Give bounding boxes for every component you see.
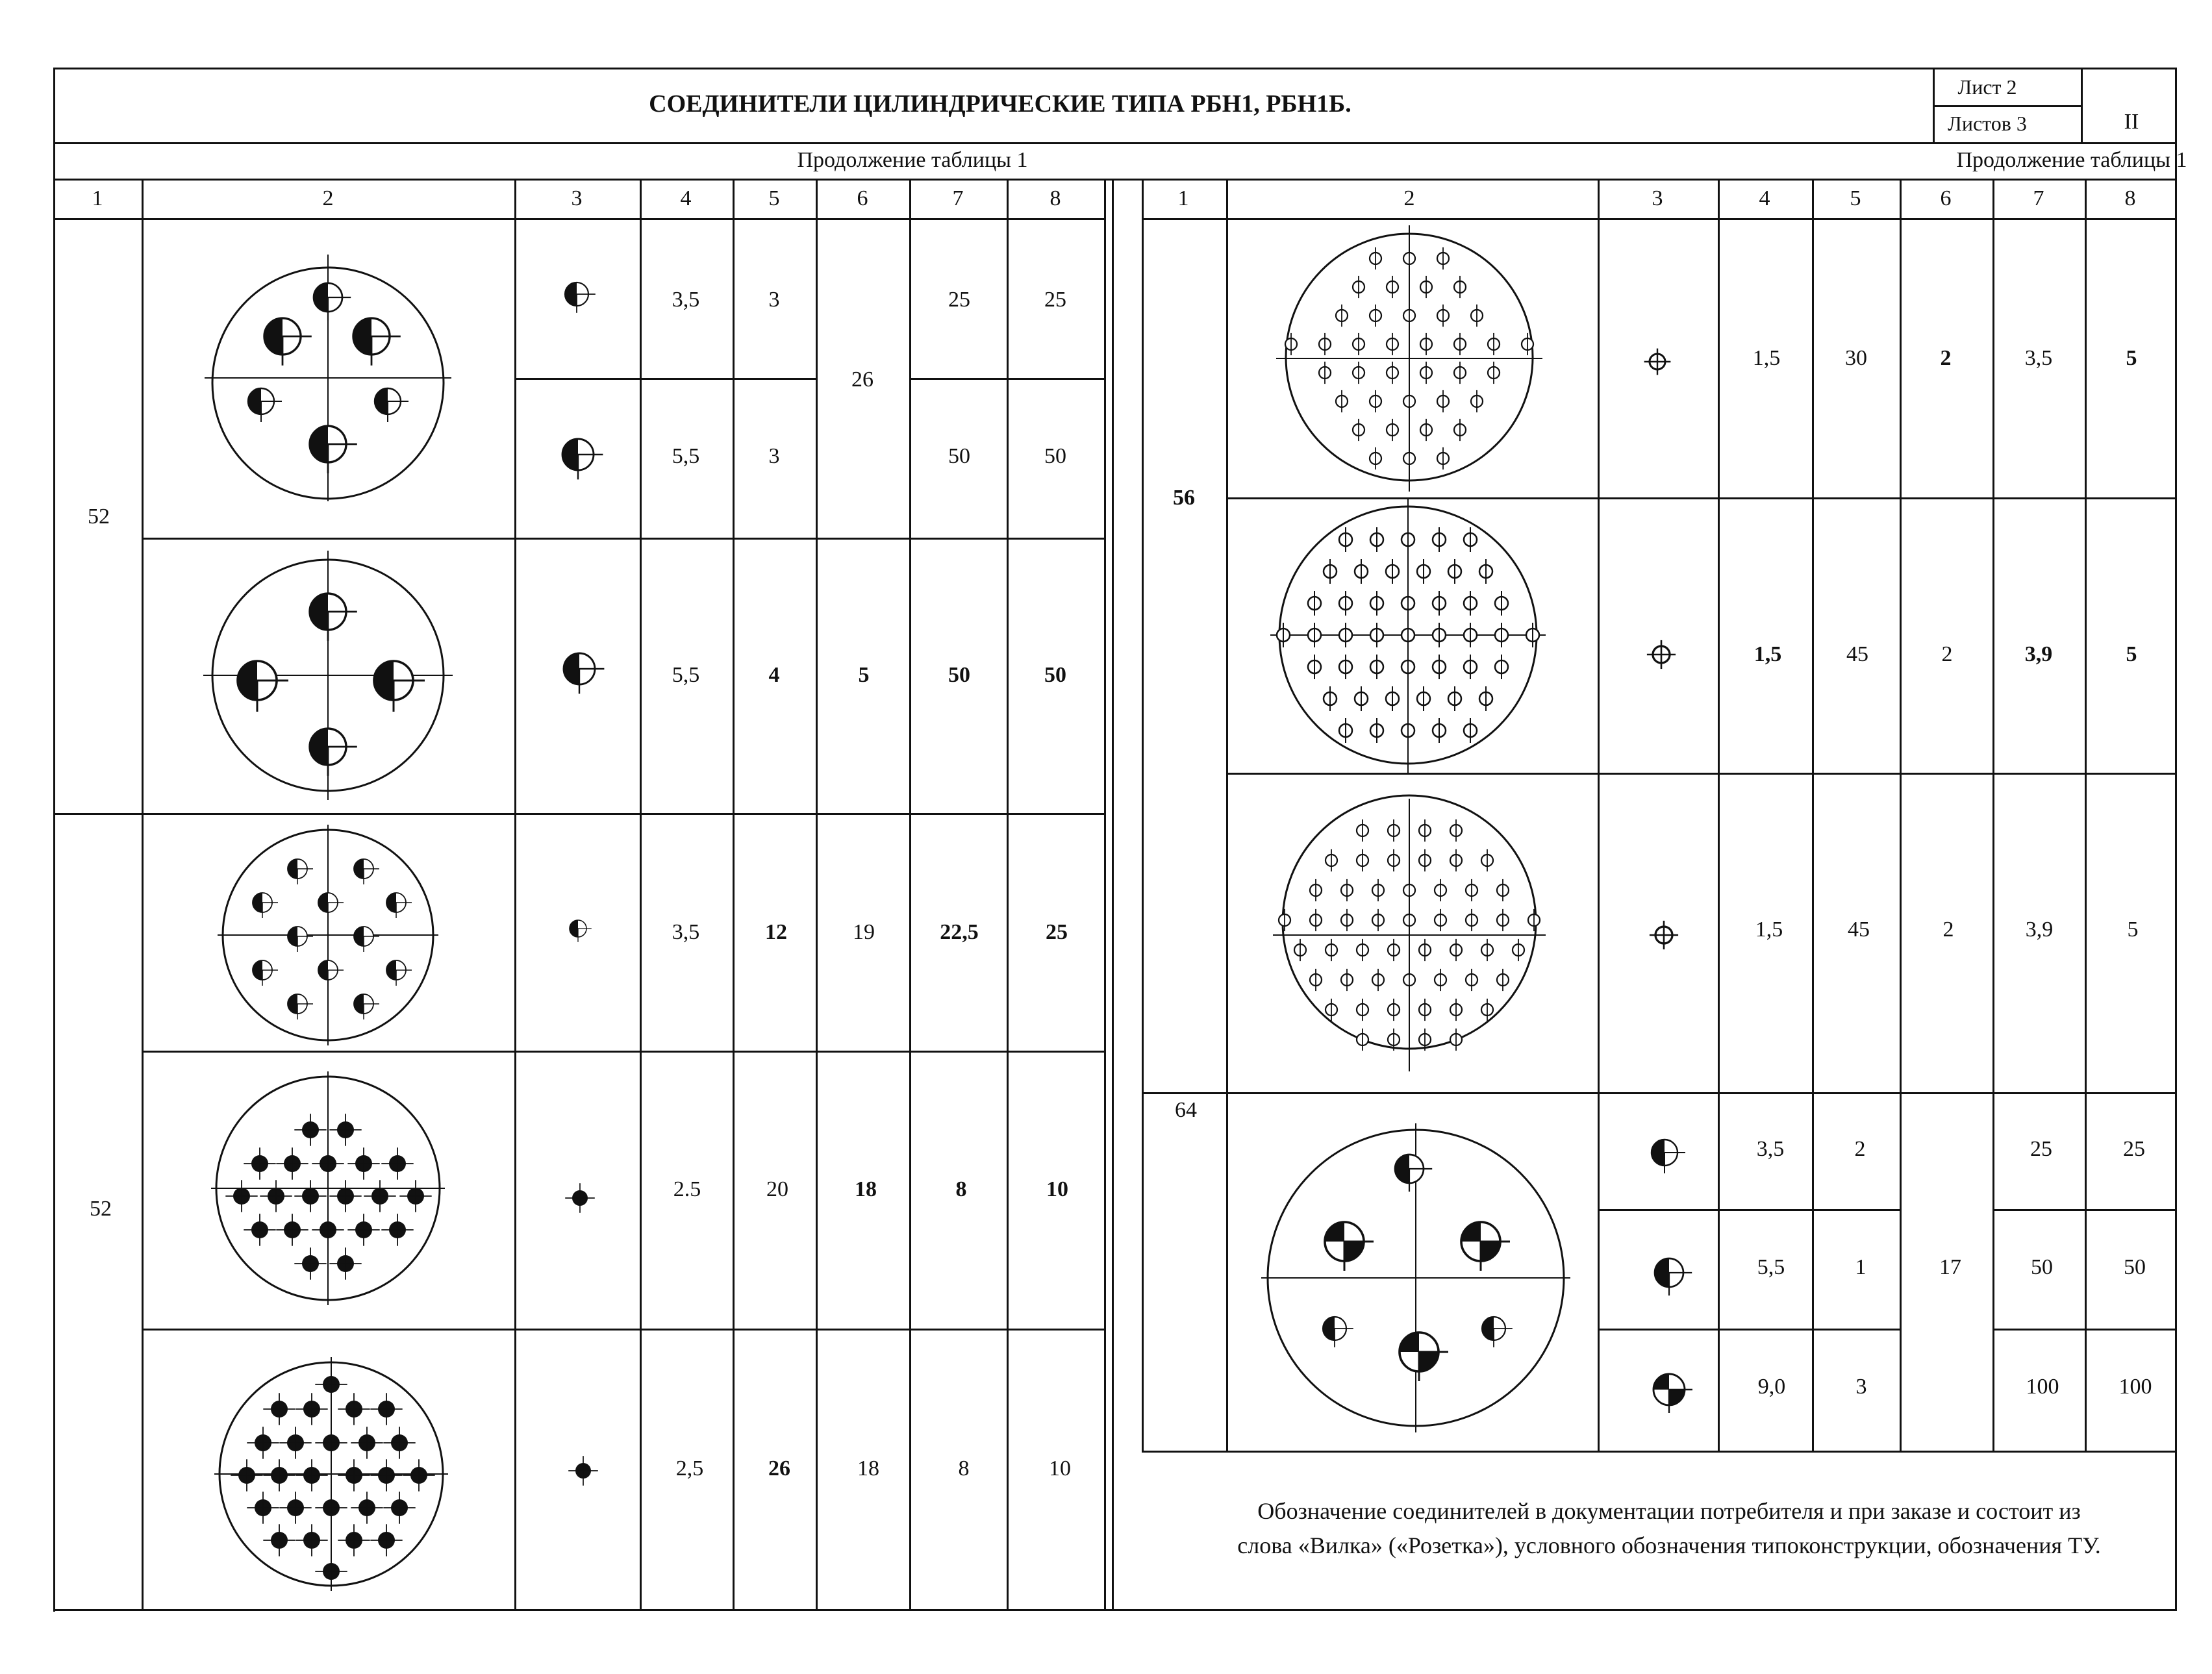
cell: 4: [768, 663, 780, 687]
contact-symbol: [1464, 655, 1477, 679]
contact-symbol: [1450, 939, 1462, 961]
contact-symbol: [1435, 879, 1446, 901]
contact-symbol: [1433, 623, 1446, 647]
cell: 19: [853, 920, 875, 944]
cell: 18: [855, 1177, 877, 1201]
cell: 26: [768, 1456, 790, 1480]
contact-symbol: [295, 1524, 327, 1556]
contact-symbol: [1644, 349, 1671, 375]
contact-symbol: [1437, 390, 1449, 412]
cell: 2: [1942, 918, 1954, 942]
contact-symbol: [1466, 909, 1477, 931]
contact-symbol: [279, 1492, 311, 1523]
contact-symbol: [1387, 276, 1398, 298]
cell: 22,5: [940, 920, 979, 944]
contact-symbol: [1403, 879, 1415, 901]
contact-symbol: [1419, 999, 1431, 1021]
contact-symbol: [312, 1214, 344, 1245]
cell: 20: [766, 1177, 788, 1201]
sheet-label: Лист 2: [1957, 75, 2017, 99]
contact-symbol: [1464, 527, 1477, 552]
contact-symbol: [1420, 276, 1432, 298]
contact-symbol: [1420, 333, 1432, 355]
contact-symbol: [1437, 447, 1449, 469]
group-label: 64: [1175, 1098, 1197, 1122]
contact-symbol: [1310, 909, 1322, 931]
contact-symbol: [1464, 591, 1477, 616]
contact-symbol: [1388, 819, 1400, 842]
contact-symbol: [399, 1180, 431, 1212]
contact-symbol: [1454, 362, 1466, 384]
contact-symbol: [1403, 447, 1415, 469]
contact-symbol: [1323, 1317, 1353, 1347]
contact-symbol: [565, 1183, 595, 1213]
contact-symbol: [1497, 879, 1509, 901]
contact-symbol: [1497, 969, 1509, 991]
contact-symbol: [381, 1147, 413, 1179]
contact-symbol: [1339, 527, 1352, 552]
contact-symbol: [1388, 849, 1400, 871]
cell: 1,5: [1753, 642, 1782, 666]
contact-symbol: [315, 1492, 347, 1523]
contact-symbol: [279, 1427, 311, 1458]
contact-symbol: [315, 1368, 347, 1400]
contact-symbol: [1308, 591, 1321, 616]
col-header: 1: [92, 186, 103, 210]
sheet-code: II: [2124, 110, 2139, 134]
cell: 3,9: [2025, 918, 2054, 942]
contact-symbol: [1387, 333, 1398, 355]
contact-symbol: [1355, 559, 1368, 584]
contact-symbol: [294, 1247, 326, 1279]
contact-symbol: [1370, 591, 1383, 616]
contact-symbol: [247, 1427, 279, 1458]
cell: 2: [1941, 642, 1953, 666]
contact-symbol: [1450, 1029, 1462, 1051]
col-header: 4: [1759, 186, 1770, 210]
contact-symbol: [1388, 999, 1400, 1021]
group-label: 52: [88, 505, 110, 529]
contact-symbol: [381, 1214, 413, 1245]
contact-symbol: [1387, 362, 1398, 384]
cell: 5: [858, 663, 870, 687]
contact-symbol: [294, 1114, 326, 1145]
contact-symbol: [383, 1492, 415, 1523]
contact-symbol: [1471, 390, 1483, 412]
col-header: 5: [768, 186, 780, 210]
contact-symbol: [1339, 623, 1352, 647]
cell: 9,0: [1757, 1375, 1786, 1399]
contact-symbol: [1650, 921, 1678, 949]
contact-symbol: [310, 426, 357, 473]
contact-symbol: [1372, 969, 1384, 991]
cell: 5,5: [672, 444, 700, 468]
contact-symbol: [1353, 362, 1364, 384]
contact-symbol: [253, 960, 278, 986]
contact-symbol: [1310, 969, 1322, 991]
contact-symbol: [315, 1555, 347, 1587]
contact-symbol: [248, 388, 282, 422]
contact-symbol: [1372, 879, 1384, 901]
contact-symbol: [1403, 305, 1415, 327]
contact-symbol: [1386, 559, 1399, 584]
contact-symbol: [264, 318, 312, 366]
contact-symbol: [288, 859, 313, 884]
contact-symbol: [1420, 419, 1432, 441]
contact-symbol: [1387, 419, 1398, 441]
contact-symbol: [1357, 1029, 1368, 1051]
contact-symbol: [1488, 362, 1500, 384]
cell: 25: [948, 288, 970, 312]
cell: 50: [2124, 1255, 2146, 1279]
contact-symbol: [1419, 939, 1431, 961]
cell: 50: [2031, 1255, 2053, 1279]
contact-symbol: [1655, 1258, 1692, 1295]
contact-symbol: [347, 1147, 379, 1179]
cell: 26: [851, 368, 873, 392]
contact-symbol: [1495, 655, 1508, 679]
contact-symbol: [1479, 559, 1492, 584]
cell: 3,5: [2024, 346, 2053, 370]
contact-symbol: [1466, 969, 1477, 991]
contact-symbol: [263, 1393, 295, 1425]
contact-symbol: [1370, 718, 1383, 743]
contact-symbol: [1450, 999, 1462, 1021]
cell: 2,5: [675, 1456, 704, 1480]
contact-symbol: [1437, 247, 1449, 269]
cell: 1,5: [1752, 346, 1781, 370]
contact-symbol: [1370, 655, 1383, 679]
contact-symbol: [1437, 305, 1449, 327]
contact-symbol: [1401, 527, 1414, 552]
contact-symbol: [1450, 849, 1462, 871]
cell: 100: [2026, 1375, 2059, 1399]
contact-symbol: [1339, 591, 1352, 616]
continuation-right: Продолжение таблицы 1: [1956, 148, 2187, 172]
contact-symbol: [1528, 909, 1540, 931]
contact-symbol: [1653, 1374, 1692, 1413]
contact-symbol: [351, 1492, 383, 1523]
contact-symbol: [312, 1147, 344, 1179]
contact-symbol: [1353, 276, 1364, 298]
contact-symbol: [568, 1456, 598, 1486]
contact-symbol: [1435, 909, 1446, 931]
contact-symbol: [565, 282, 596, 313]
contact-symbol: [1420, 362, 1432, 384]
contact-symbol: [562, 439, 603, 479]
contact-symbol: [1433, 527, 1446, 552]
cell: 3,5: [672, 288, 700, 312]
contact-symbol: [263, 1524, 295, 1556]
contact-symbol: [338, 1524, 370, 1556]
contact-symbol: [1357, 939, 1368, 961]
contact-symbol: [1325, 1222, 1374, 1271]
contact-symbol: [231, 1459, 262, 1491]
contact-symbol: [253, 893, 278, 918]
cell: 2: [1854, 1137, 1866, 1161]
contact-symbol: [1339, 655, 1352, 679]
cell: 100: [2118, 1375, 2152, 1399]
contact-symbol: [1401, 718, 1414, 743]
contact-symbol: [1435, 969, 1446, 991]
cell: 3: [1855, 1375, 1867, 1399]
contact-symbol: [1482, 1317, 1513, 1347]
cell: 5,5: [1757, 1255, 1785, 1279]
contact-symbol: [1419, 819, 1431, 842]
contact-symbol: [1464, 623, 1477, 647]
contact-symbol: [1403, 247, 1415, 269]
contact-symbol: [1294, 939, 1306, 961]
contact-symbol: [244, 1214, 275, 1245]
contact-symbol: [1495, 591, 1508, 616]
cell: 2: [1940, 346, 1952, 370]
contact-symbol: [1433, 718, 1446, 743]
contact-symbol: [318, 960, 344, 986]
contact-symbol: [354, 859, 379, 884]
contact-symbol: [403, 1459, 434, 1491]
cell: 12: [765, 920, 787, 944]
contact-symbol: [1357, 849, 1368, 871]
cell: 10: [1049, 1456, 1071, 1480]
contact-symbol: [1319, 333, 1331, 355]
cell: 25: [2030, 1137, 2052, 1161]
contact-symbol: [1488, 333, 1500, 355]
contact-symbol: [353, 318, 401, 366]
contact-symbol: [1433, 655, 1446, 679]
cell: 25: [2123, 1137, 2145, 1161]
contact-symbol: [1403, 909, 1415, 931]
contact-symbol: [276, 1214, 308, 1245]
cell: 3: [768, 288, 780, 312]
cell: 3,5: [1756, 1137, 1785, 1161]
contact-symbol: [1495, 623, 1508, 647]
col-header: 4: [680, 186, 692, 210]
contact-symbol: [1401, 623, 1414, 647]
cell: 50: [1044, 663, 1066, 687]
contact-symbol: [383, 1427, 415, 1458]
group-label: 56: [1173, 486, 1195, 510]
contact-symbol: [1326, 849, 1337, 871]
contact-symbol: [1513, 939, 1524, 961]
contact-symbol: [314, 283, 351, 320]
cell: 50: [948, 663, 970, 687]
contact-symbol: [1341, 879, 1353, 901]
contact-symbol: [260, 1180, 292, 1212]
sheets-label: Листов 3: [1948, 112, 2027, 135]
contact-symbol: [1471, 305, 1483, 327]
contact-symbol: [1357, 819, 1368, 842]
contact-symbol: [329, 1114, 361, 1145]
contact-symbol: [1448, 559, 1461, 584]
col-header: 3: [571, 186, 583, 210]
contact-symbol: [564, 653, 604, 693]
cell: 3: [768, 444, 780, 468]
col-header: 8: [2124, 186, 2136, 210]
contact-symbol: [364, 1180, 396, 1212]
contact-symbol: [1310, 879, 1322, 901]
contact-symbol: [1417, 686, 1430, 711]
cell: 3,5: [672, 920, 700, 944]
cell: 18: [857, 1456, 879, 1480]
contact-symbol: [318, 893, 344, 918]
contact-symbol: [1466, 879, 1477, 901]
contact-symbol: [1336, 390, 1348, 412]
contact-symbol: [1353, 333, 1364, 355]
contact-symbol: [370, 1393, 402, 1425]
contact-symbol: [1401, 655, 1414, 679]
contact-symbol: [1433, 591, 1446, 616]
contact-symbol: [1370, 390, 1381, 412]
contact-symbol: [1403, 969, 1415, 991]
contact-symbol: [1419, 849, 1431, 871]
contact-symbol: [351, 1427, 383, 1458]
contact-symbol: [238, 661, 288, 712]
contact-symbol: [1417, 559, 1430, 584]
cell: 50: [1044, 444, 1066, 468]
continuation-left: Продолжение таблицы 1: [797, 148, 1028, 172]
cell: 25: [1044, 288, 1066, 312]
contact-symbol: [338, 1459, 370, 1491]
contact-symbol: [1336, 305, 1348, 327]
cell: 1,5: [1755, 918, 1783, 942]
col-header: 6: [1940, 186, 1952, 210]
contact-symbol: [1464, 718, 1477, 743]
col-header: 2: [1403, 186, 1415, 210]
contact-symbol: [1450, 819, 1462, 842]
contact-symbol: [1308, 655, 1321, 679]
contact-symbol: [1341, 969, 1353, 991]
footnote-line: слова «Вилка» («Розетка»), условного обозначения типоконструкции, обозначения ТУ.: [1237, 1532, 2101, 1558]
contact-symbol: [315, 1427, 347, 1458]
contact-symbol: [386, 960, 412, 986]
contact-symbol: [1324, 686, 1337, 711]
cell: 5,5: [672, 663, 700, 687]
contact-symbol: [1395, 1155, 1432, 1192]
col-header: 1: [1177, 186, 1189, 210]
contact-symbol: [370, 1524, 402, 1556]
contact-symbol: [310, 593, 357, 641]
contact-symbol: [374, 661, 425, 712]
contact-symbol: [1388, 939, 1400, 961]
contact-symbol: [1448, 686, 1461, 711]
contact-symbol: [1401, 591, 1414, 616]
contact-symbol: [1319, 362, 1331, 384]
cell: 1: [1855, 1255, 1866, 1279]
contact-symbol: [294, 1180, 326, 1212]
cell: 3,9: [2024, 642, 2053, 666]
contact-symbol: [1279, 909, 1290, 931]
contact-symbol: [1370, 247, 1381, 269]
col-header: 7: [952, 186, 964, 210]
col-header: 5: [1850, 186, 1861, 210]
group-label: 52: [90, 1197, 112, 1221]
contact-symbol: [263, 1459, 295, 1491]
contact-symbol: [1497, 909, 1509, 931]
cell: 25: [1046, 920, 1068, 944]
contact-symbol: [225, 1180, 257, 1212]
cell: 50: [948, 444, 970, 468]
contact-symbol: [329, 1180, 361, 1212]
col-header: 8: [1049, 186, 1061, 210]
contact-symbol: [1370, 527, 1383, 552]
contact-symbol: [1454, 419, 1466, 441]
cell: 8: [955, 1177, 967, 1201]
cell: 5: [2126, 346, 2137, 370]
contact-symbol: [288, 994, 313, 1019]
cell: 45: [1846, 642, 1868, 666]
cell: 30: [1845, 346, 1867, 370]
contact-symbol: [1454, 333, 1466, 355]
cell: 45: [1848, 918, 1870, 942]
contact-symbol: [1454, 276, 1466, 298]
contact-symbol: [570, 920, 592, 942]
contact-symbol: [276, 1147, 308, 1179]
contact-symbol: [1355, 686, 1368, 711]
contact-symbol: [1324, 559, 1337, 584]
contact-symbol: [347, 1214, 379, 1245]
contact-symbol: [338, 1393, 370, 1425]
contact-symbol: [1652, 1140, 1685, 1173]
contact-symbol: [1341, 909, 1353, 931]
contact-symbol: [1400, 1332, 1448, 1381]
contact-symbol: [1461, 1222, 1510, 1271]
contact-symbol: [1481, 849, 1493, 871]
contact-symbol: [1357, 999, 1368, 1021]
cell: 8: [958, 1456, 970, 1480]
contact-symbol: [295, 1393, 327, 1425]
contact-symbol: [375, 388, 408, 422]
contact-symbol: [386, 893, 412, 918]
contact-symbol: [1479, 686, 1492, 711]
cell: 10: [1046, 1177, 1068, 1201]
contact-symbol: [1339, 718, 1352, 743]
contact-symbol: [1370, 305, 1381, 327]
contact-symbol: [1370, 623, 1383, 647]
contact-symbol: [354, 927, 379, 952]
contact-symbol: [1308, 623, 1321, 647]
contact-symbol: [244, 1147, 275, 1179]
footnote-line: Обозначение соединителей в документации потребителя и при заказе и состоит из: [1257, 1498, 2081, 1524]
contact-symbol: [310, 729, 357, 776]
cell: 5: [2126, 642, 2137, 666]
contact-symbol: [1372, 909, 1384, 931]
contact-symbol: [247, 1492, 279, 1523]
contact-symbol: [1326, 939, 1337, 961]
contact-symbol: [1481, 939, 1493, 961]
contact-symbol: [329, 1247, 361, 1279]
contact-symbol: [370, 1459, 402, 1491]
col-header: 2: [322, 186, 334, 210]
col-header: 3: [1652, 186, 1663, 210]
page-title: СОЕДИНИТЕЛИ ЦИЛИНДРИЧЕСКИЕ ТИПА РБН1, РБН1Б.: [649, 90, 1351, 118]
contact-symbol: [1647, 640, 1676, 669]
contact-symbol: [1386, 686, 1399, 711]
col-header: 6: [857, 186, 868, 210]
cell: 2.5: [673, 1177, 701, 1201]
cell: 17: [1939, 1255, 1961, 1279]
contact-symbol: [295, 1459, 327, 1491]
contact-symbol: [1403, 390, 1415, 412]
cell: 5: [2127, 918, 2139, 942]
col-header: 7: [2033, 186, 2044, 210]
contact-symbol: [288, 927, 313, 952]
contact-symbol: [354, 994, 379, 1019]
contact-symbol: [1353, 419, 1364, 441]
contact-symbol: [1370, 447, 1381, 469]
